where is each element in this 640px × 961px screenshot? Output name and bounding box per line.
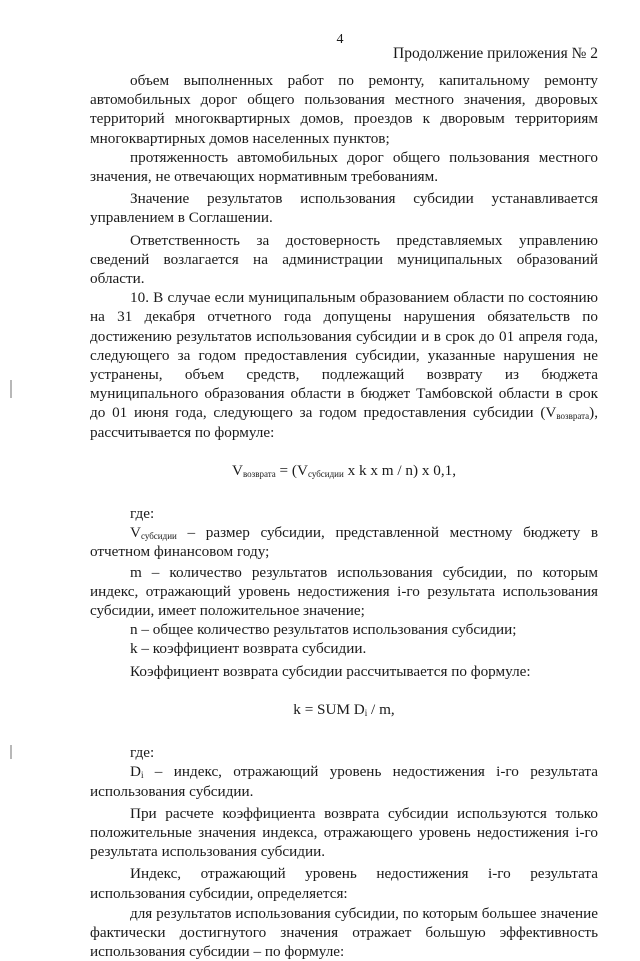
document-body [90, 71, 598, 961]
appendix-title: Продолжение приложения № 2 [393, 45, 598, 62]
definition: $V_{субсидии}$ – размер субсидии, представленной местному бюджету в отчетном финансовом году; [90, 524, 598, 561]
paragraph: При расчете коэффициента возврата субсидии используются только положительные значения индекса, отражающего уровень недостижения i-го результата использования субсидии. [90, 804, 598, 861]
paragraph: объем выполненных работ по ремонту, капитальному ремонту автомобильных дорог общего пользования местного значения, дворовых территорий многоквартирных домов, проездов к дворовым территориям многоквартирных домов населенных пунктов; [90, 72, 598, 147]
definition: n – общее количество результатов использования субсидии; [130, 621, 517, 639]
paragraph: 10. В случае если муниципальным образованием области по состоянию на 31 декабря отчетного года допущены нарушения обязательств по достижению результатов использования субсидии и в срок до 01 апреля года, следующего за годом предоставления субсидии, указанные нарушения не устранены, объем средств, подлежащий возврату из бюджета муниципального образования области в бюджет Тамбовской области в срок до 01 июня года, следующего за годом предоставления субсидии $(V_{возврата})$, рассчитывается по формуле: [90, 289, 598, 441]
margin-mark [10, 380, 12, 398]
formula-coefficient: k = SUM $D_i$ / m, [293, 700, 395, 718]
where-label: где: [130, 744, 155, 762]
paragraph: Ответственность за достоверность представляемых управлению сведений возлагается на администрации муниципальных образований области. [90, 231, 598, 288]
margin-mark [10, 745, 12, 759]
definition: $D_i$ – индекс, отражающий уровень недостижения i-го результата использования субсидии. [90, 763, 598, 800]
definition: k – коэффициент возврата субсидии. [130, 640, 367, 658]
where-label: где: [130, 505, 155, 523]
paragraph: для результатов использования субсидии, по которым большее значение фактически достигнутого значения отражает большую эффективность использования субсидии – по формуле: [90, 904, 598, 961]
page-number: 4 [336, 32, 344, 47]
paragraph: Индекс, отражающий уровень недостижения i-го результата использования субсидии, определяется: [90, 865, 598, 902]
paragraph: Значение результатов использования субсидии устанавливается управлением в Соглашении. [90, 190, 598, 227]
paragraph: протяженность автомобильных дорог общего пользования местного значения, не отвечающих нормативным требованиям. [90, 148, 598, 186]
definition: m – количество результатов использования субсидии, по которым индекс, отражающий уровень недостижения i-го результата использования субсидии, имеет положительное значение; [90, 563, 598, 620]
formula-refund: $V_{возврата} = (V_{субсидии}$ x k x m / n) x 0,1, [231, 461, 457, 479]
paragraph: Коэффициент возврата субсидии рассчитывается по формуле: [130, 662, 531, 680]
